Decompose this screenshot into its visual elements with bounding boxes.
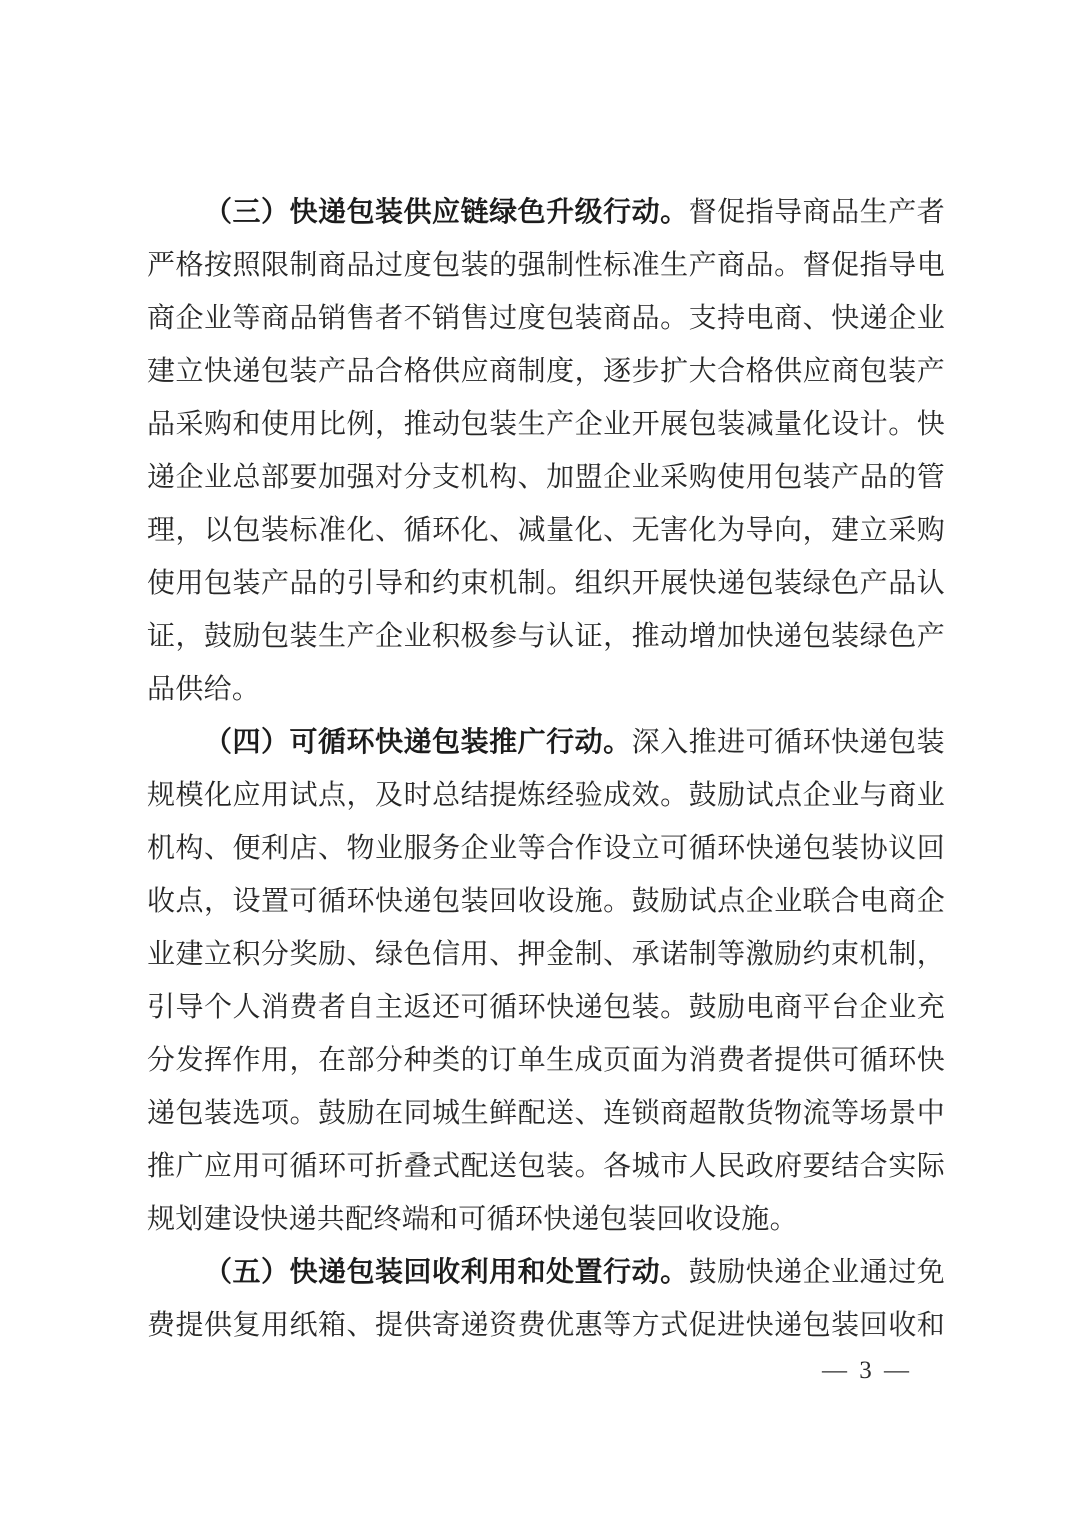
document-body xyxy=(147,186,945,1352)
section-4-heading: （四）可循环快递包装推广行动。 xyxy=(204,727,632,758)
section-3-body-text: 督促指导商品生产者严格按照限制商品过度包装的强制性标准生产商品。督促指导电商企业等商品销售者不销售过度包装商品。支持电商、快递企业建立快递包装产品合格供应商制度，逐步扩大合格供应商包装产品采购和使用比例，推动包装生产企业开展包装减量化设计。快递企业总部要加强对分支机构、加盟企业采购使用包装产品的管理，以包装标准化、循环化、减量化、无害化为导向，建立采购使用包装产品的引导和约束机制。组织开展快递包装绿色产品认证，鼓励包装生产企业积极参与认证，推动增加快递包装绿色产品供给。 xyxy=(147,197,946,705)
page-number: — 3 — xyxy=(822,1357,912,1384)
paragraph-section-4 xyxy=(147,716,945,1246)
section-3-heading: （三）快递包装供应链绿色升级行动。 xyxy=(204,197,689,228)
paragraph-section-5 xyxy=(147,1246,945,1352)
section-4-body-text: 深入推进可循环快递包装规模化应用试点，及时总结提炼经验成效。鼓励试点企业与商业机构、便利店、物业服务企业等合作设立可循环快递包装协议回收点，设置可循环快递包装回收设施。鼓励试点企业联合电商企业建立积分奖励、绿色信用、押金制、承诺制等激励约束机制，引导个人消费者自主返还可循环快递包装。鼓励电商平台企业充分发挥作用，在部分种类的订单生成页面为消费者提供可循环快递包装选项。鼓励在同城生鲜配送、连锁商超散货物流等场景中推广应用可循环可折叠式配送包装。各城市人民政府要结合实际规划建设快递共配终端和可循环快递包装回收设施。 xyxy=(147,727,945,1235)
paragraph-section-3 xyxy=(147,186,945,716)
section-5-heading: （五）快递包装回收利用和处置行动。 xyxy=(204,1257,689,1288)
section-5-body-text: 鼓励快递企业通过免费提供复用纸箱、提供寄递资费优惠等方式促进快递包装回收和 xyxy=(147,1257,946,1341)
